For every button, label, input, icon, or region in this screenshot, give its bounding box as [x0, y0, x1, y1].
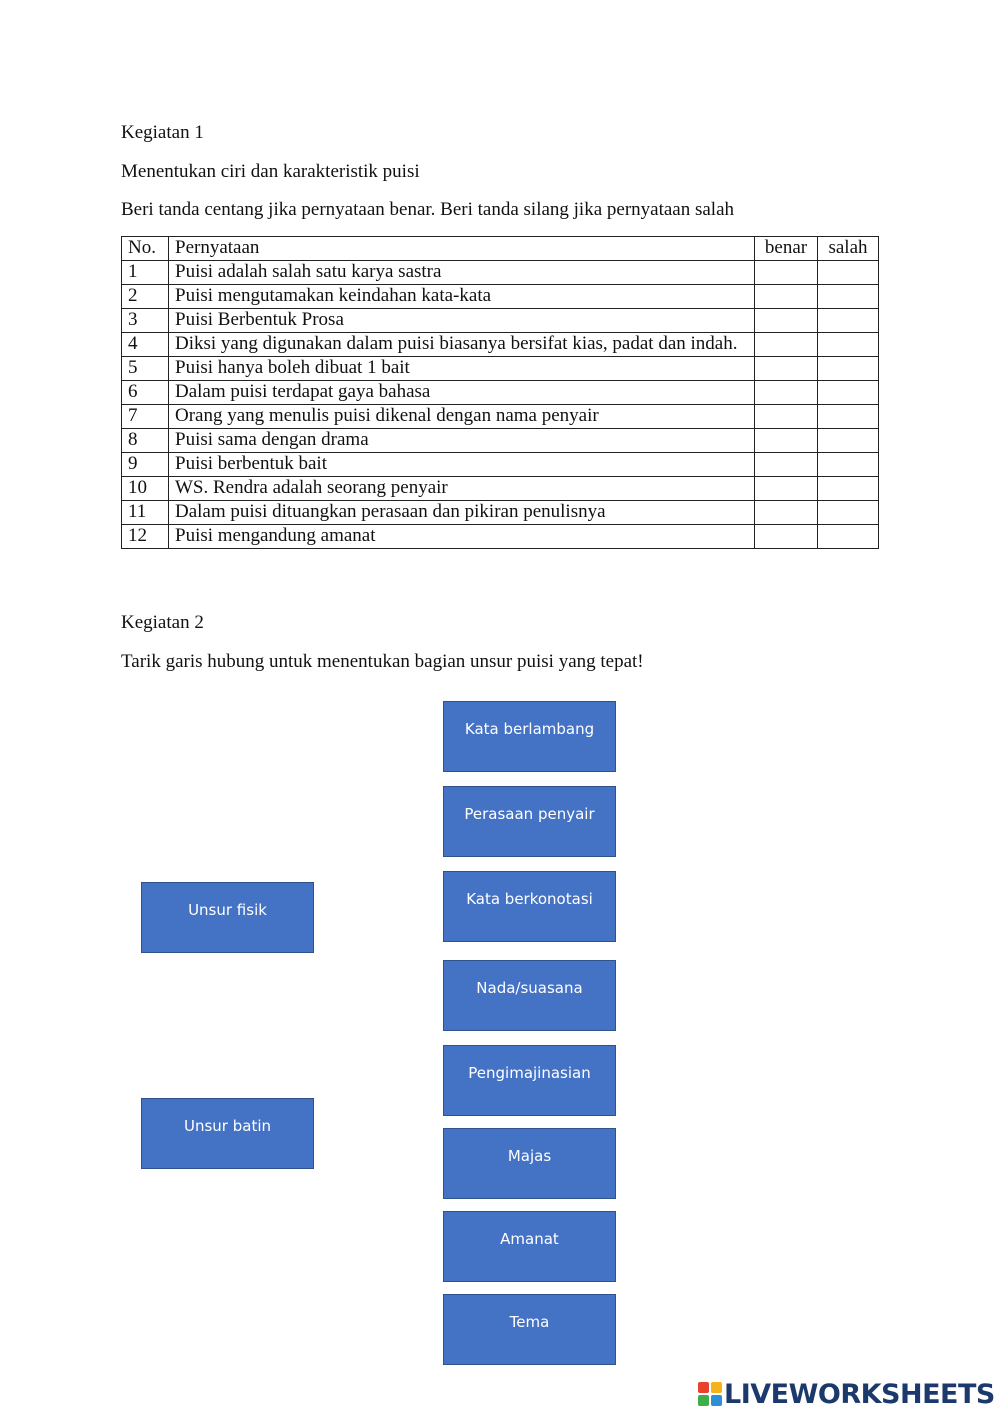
salah-answer-cell[interactable] — [818, 405, 879, 429]
salah-answer-cell[interactable] — [818, 453, 879, 477]
salah-answer-cell[interactable] — [818, 357, 879, 381]
row-number: 6 — [122, 381, 169, 405]
row-statement: Dalam puisi dituangkan perasaan dan pikiran penulisnya — [169, 501, 755, 525]
row-statement: Dalam puisi terdapat gaya bahasa — [169, 381, 755, 405]
right-box-label: Perasaan penyair — [464, 805, 595, 823]
salah-answer-cell[interactable] — [818, 285, 879, 309]
activity2-instruction: Tarik garis hubung untuk menentukan bagian unsur puisi yang tepat! — [121, 651, 644, 672]
row-statement: Puisi mengandung amanat — [169, 525, 755, 549]
right-box-kata-berlambang[interactable] — [443, 701, 616, 772]
benar-answer-cell[interactable] — [755, 381, 818, 405]
salah-answer-cell[interactable] — [818, 261, 879, 285]
row-number: 9 — [122, 453, 169, 477]
liveworksheets-logo — [698, 1379, 995, 1409]
right-box-pengimajinasian[interactable] — [443, 1045, 616, 1116]
right-box-label: Kata berlambang — [464, 720, 595, 738]
benar-answer-cell[interactable] — [755, 333, 818, 357]
right-box-perasaan-penyair[interactable] — [443, 786, 616, 857]
row-statement: Orang yang menulis puisi dikenal dengan nama penyair — [169, 405, 755, 429]
logo-square — [711, 1395, 722, 1406]
logo-mark-icon — [698, 1382, 722, 1406]
left-box-label: Unsur fisik — [188, 901, 267, 919]
right-box-amanat[interactable] — [443, 1211, 616, 1282]
benar-answer-cell[interactable] — [755, 405, 818, 429]
right-box-label: Majas — [507, 1147, 552, 1165]
right-box-majas[interactable] — [443, 1128, 616, 1199]
salah-answer-cell[interactable] — [818, 381, 879, 405]
header-true: benar — [755, 237, 818, 261]
activity1-subtitle: Menentukan ciri dan karakteristik puisi — [121, 161, 420, 182]
benar-answer-cell[interactable] — [755, 525, 818, 549]
right-box-label: Tema — [509, 1313, 550, 1331]
benar-answer-cell[interactable] — [755, 501, 818, 525]
benar-answer-cell[interactable] — [755, 285, 818, 309]
row-number: 1 — [122, 261, 169, 285]
right-box-label: Nada/suasana — [476, 979, 583, 997]
left-box-unsur-batin[interactable] — [141, 1098, 314, 1169]
benar-answer-cell[interactable] — [755, 261, 818, 285]
salah-answer-cell[interactable] — [818, 477, 879, 501]
table-row — [122, 309, 879, 333]
row-number: 3 — [122, 309, 169, 333]
row-number: 11 — [122, 501, 169, 525]
table-row — [122, 333, 879, 357]
table-row — [122, 525, 879, 549]
row-statement: WS. Rendra adalah seorang penyair — [169, 477, 755, 501]
table-row — [122, 429, 879, 453]
table-row — [122, 501, 879, 525]
right-box-tema[interactable] — [443, 1294, 616, 1365]
table-row — [122, 381, 879, 405]
row-number: 12 — [122, 525, 169, 549]
header-statement: Pernyataan — [169, 237, 755, 261]
salah-answer-cell[interactable] — [818, 429, 879, 453]
activity1-instruction: Beri tanda centang jika pernyataan benar. Beri tanda silang jika pernyataan salah — [121, 199, 735, 220]
benar-answer-cell[interactable] — [755, 477, 818, 501]
row-number: 4 — [122, 333, 169, 357]
header-false: salah — [818, 237, 879, 261]
benar-answer-cell[interactable] — [755, 453, 818, 477]
row-statement: Puisi hanya boleh dibuat 1 bait — [169, 357, 755, 381]
row-statement: Diksi yang digunakan dalam puisi biasanya bersifat kias, padat dan indah. — [169, 333, 755, 357]
right-box-nada-suasana[interactable] — [443, 960, 616, 1031]
table-row — [122, 453, 879, 477]
table-row — [122, 261, 879, 285]
benar-answer-cell[interactable] — [755, 309, 818, 333]
right-box-label: Kata berkonotasi — [466, 890, 593, 908]
table-header-row — [122, 237, 879, 261]
left-box-label: Unsur batin — [183, 1117, 271, 1135]
row-number: 7 — [122, 405, 169, 429]
activity2-title: Kegiatan 2 — [121, 612, 204, 633]
salah-answer-cell[interactable] — [818, 525, 879, 549]
salah-answer-cell[interactable] — [818, 333, 879, 357]
activity1-title: Kegiatan 1 — [121, 122, 204, 143]
left-box-unsur-fisik[interactable] — [141, 882, 314, 953]
logo-text: LIVEWORKSHEETS — [724, 1378, 995, 1410]
statement-table — [121, 236, 879, 549]
row-statement: Puisi adalah salah satu karya sastra — [169, 261, 755, 285]
logo-square — [698, 1382, 709, 1393]
right-box-label: Amanat — [500, 1230, 559, 1248]
salah-answer-cell[interactable] — [818, 309, 879, 333]
row-statement: Puisi berbentuk bait — [169, 453, 755, 477]
header-no: No. — [122, 237, 169, 261]
table-row — [122, 357, 879, 381]
logo-square — [698, 1395, 709, 1406]
logo-square — [711, 1382, 722, 1393]
right-box-label: Pengimajinasian — [468, 1064, 591, 1082]
row-statement: Puisi Berbentuk Prosa — [169, 309, 755, 333]
row-statement: Puisi sama dengan drama — [169, 429, 755, 453]
row-number: 10 — [122, 477, 169, 501]
table-row — [122, 405, 879, 429]
salah-answer-cell[interactable] — [818, 501, 879, 525]
row-number: 8 — [122, 429, 169, 453]
table-row — [122, 285, 879, 309]
row-number: 2 — [122, 285, 169, 309]
right-box-kata-berkonotasi[interactable] — [443, 871, 616, 942]
benar-answer-cell[interactable] — [755, 429, 818, 453]
row-number: 5 — [122, 357, 169, 381]
benar-answer-cell[interactable] — [755, 357, 818, 381]
row-statement: Puisi mengutamakan keindahan kata-kata — [169, 285, 755, 309]
table-row — [122, 477, 879, 501]
